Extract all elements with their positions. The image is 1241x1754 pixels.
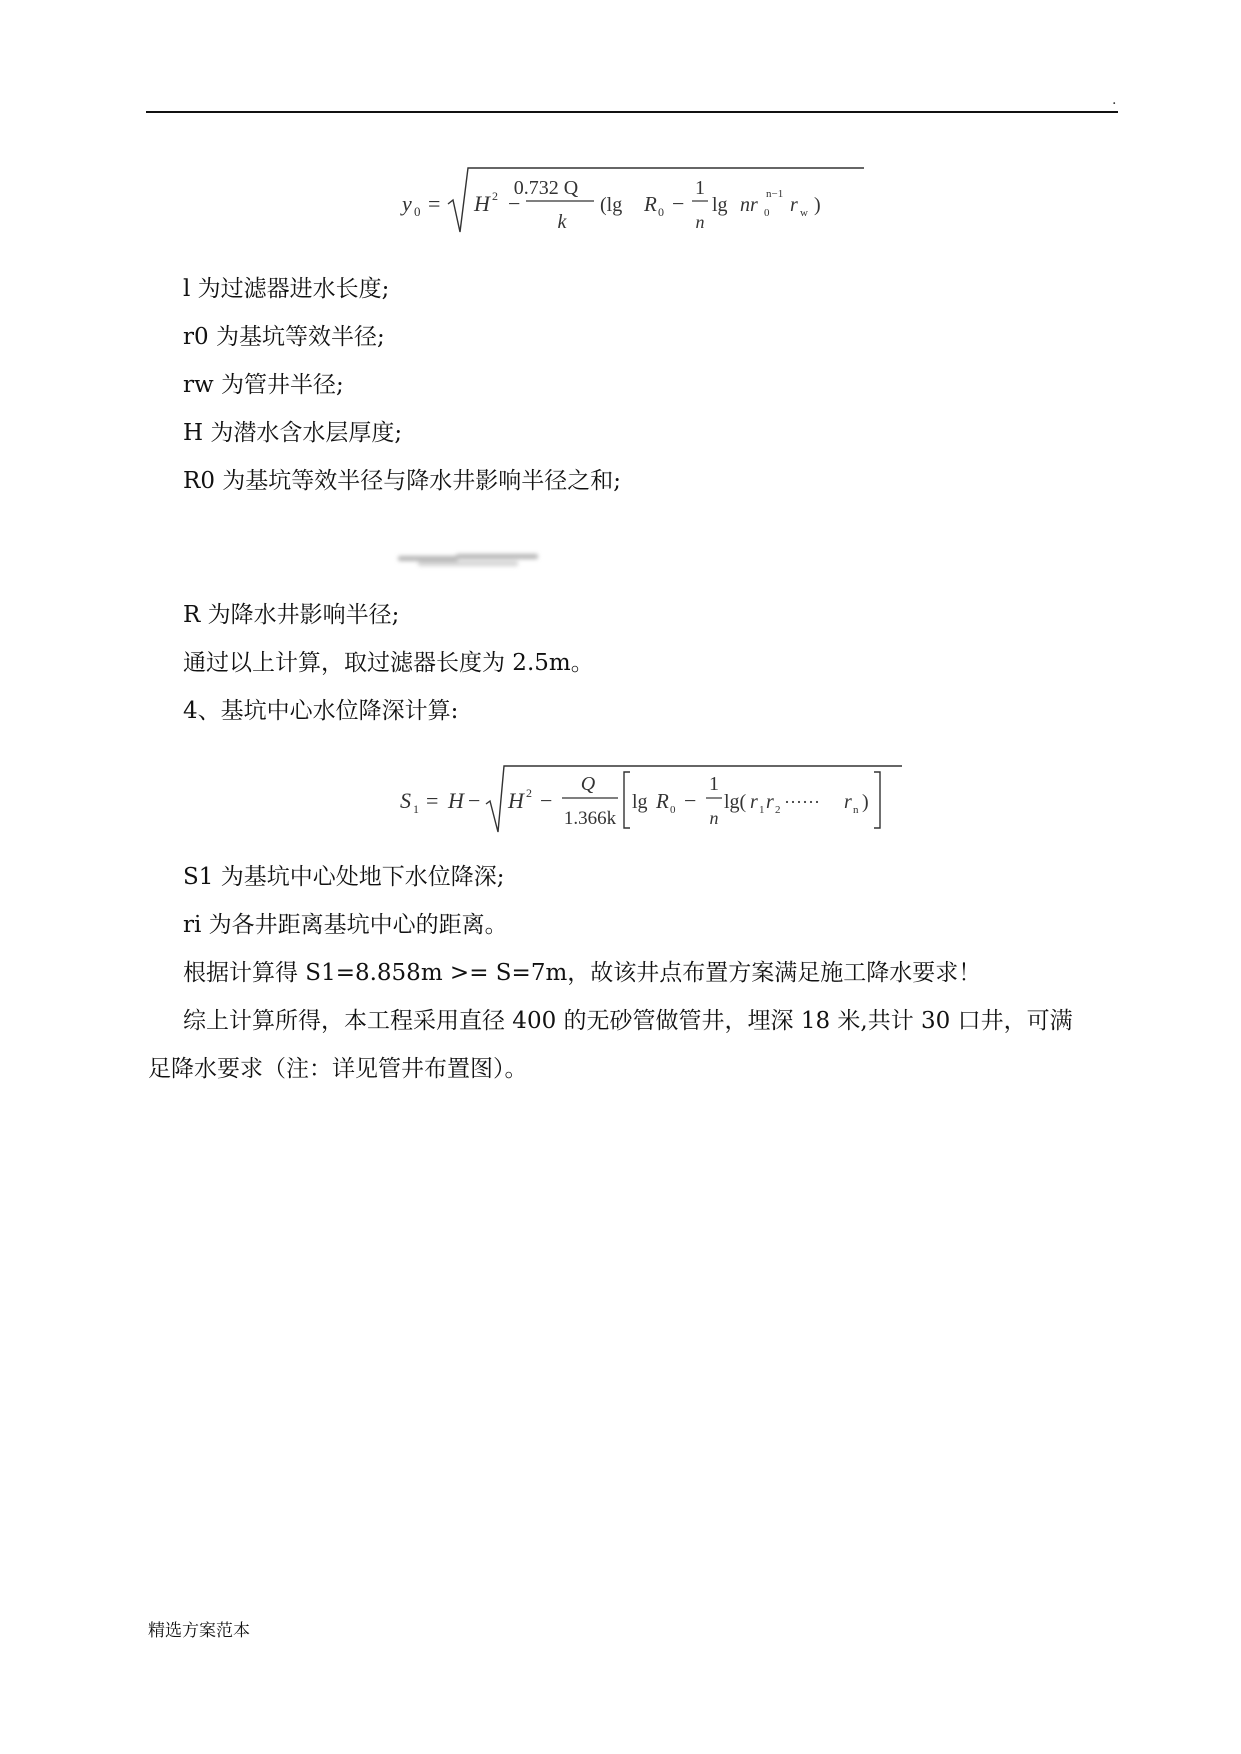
text-line-6: R 为降水井影响半径;	[183, 602, 400, 628]
svg-text:1: 1	[709, 773, 719, 795]
svg-text:0: 0	[414, 204, 421, 219]
text-line-10: ri 为各井距离基坑中心的距离。	[183, 912, 508, 938]
svg-text:r: r	[750, 791, 758, 813]
svg-text:−: −	[540, 788, 553, 813]
text-line-7: 通过以上计算，取过滤器长度为 2.5m。	[183, 650, 594, 676]
text-line-4: H 为潜水含水层厚度;	[183, 420, 403, 446]
svg-text:−: −	[508, 191, 521, 216]
svg-text:1: 1	[759, 804, 765, 816]
svg-text:0.732 Q: 0.732 Q	[513, 177, 579, 199]
text-line-12b: 足降水要求（注：详见管井布置图）。	[148, 1056, 528, 1082]
svg-text:H: H	[474, 191, 490, 216]
text-line-2: r0 为基坑等效半径;	[183, 324, 385, 350]
svg-text:······: ······	[784, 792, 820, 812]
text-line-11: 根据计算得 S1=8.858m >= S=7m，故该井点布置方案满足施工降水要求！	[183, 960, 982, 986]
svg-text:2: 2	[526, 786, 532, 800]
svg-text:y: y	[402, 191, 412, 216]
svg-text:R: R	[656, 789, 669, 813]
svg-text:r: r	[790, 194, 798, 216]
svg-text:=: =	[428, 191, 441, 216]
svg-text:r: r	[766, 791, 774, 813]
text-line-12a: 综上计算所得，本工程采用直径 400 的无砂管做管井，埋深 18 米,共计 30 口井，可满	[183, 1008, 1073, 1034]
svg-text:Q: Q	[580, 773, 596, 795]
formula-y0	[398, 160, 868, 240]
svg-text:nr: nr	[740, 194, 758, 216]
svg-text:n: n	[709, 808, 719, 828]
svg-text:lg(: lg(	[724, 791, 747, 813]
text-line-3: rw 为管井半径;	[183, 372, 344, 398]
page-footer: 精选方案范本	[148, 1621, 250, 1641]
text-line-9: S1 为基坑中心处地下水位降深;	[183, 864, 505, 890]
svg-text:1: 1	[695, 177, 705, 199]
svg-text:S: S	[400, 788, 411, 813]
header-dot: .	[1112, 92, 1117, 108]
svg-text:−: −	[672, 191, 685, 216]
svg-text:H: H	[448, 788, 464, 813]
text-line-8: 4、基坑中心水位降深计算:	[183, 698, 459, 724]
svg-text:n−1: n−1	[766, 188, 784, 200]
svg-text:1.366k: 1.366k	[563, 808, 617, 829]
blurred-formula-image	[398, 552, 540, 568]
svg-text:0: 0	[764, 207, 770, 219]
header-rule	[146, 111, 1118, 113]
svg-text:2: 2	[775, 804, 781, 816]
svg-text:−: −	[684, 788, 697, 813]
svg-text:k: k	[557, 211, 567, 233]
svg-text:=: =	[426, 788, 439, 813]
svg-text:1: 1	[413, 802, 419, 816]
svg-text:r: r	[844, 791, 852, 813]
svg-text:w: w	[800, 207, 808, 219]
text-line-1: l 为过滤器进水长度;	[183, 276, 390, 302]
svg-text:H: H	[508, 788, 524, 813]
svg-text:(lg: (lg	[600, 194, 623, 216]
svg-text:n: n	[695, 212, 705, 232]
svg-text:0: 0	[670, 804, 676, 816]
text-line-5: R0 为基坑等效半径与降水井影响半径之和;	[183, 468, 622, 494]
svg-text:n: n	[853, 804, 859, 816]
svg-text:): )	[862, 791, 869, 813]
svg-text:−: −	[468, 788, 481, 813]
svg-text:2: 2	[492, 189, 498, 203]
formula-s1	[398, 760, 918, 840]
svg-text:): )	[814, 194, 821, 216]
svg-text:lg: lg	[712, 194, 728, 216]
svg-text:0: 0	[658, 205, 664, 219]
svg-text:lg: lg	[632, 791, 648, 813]
svg-text:R: R	[644, 192, 657, 216]
